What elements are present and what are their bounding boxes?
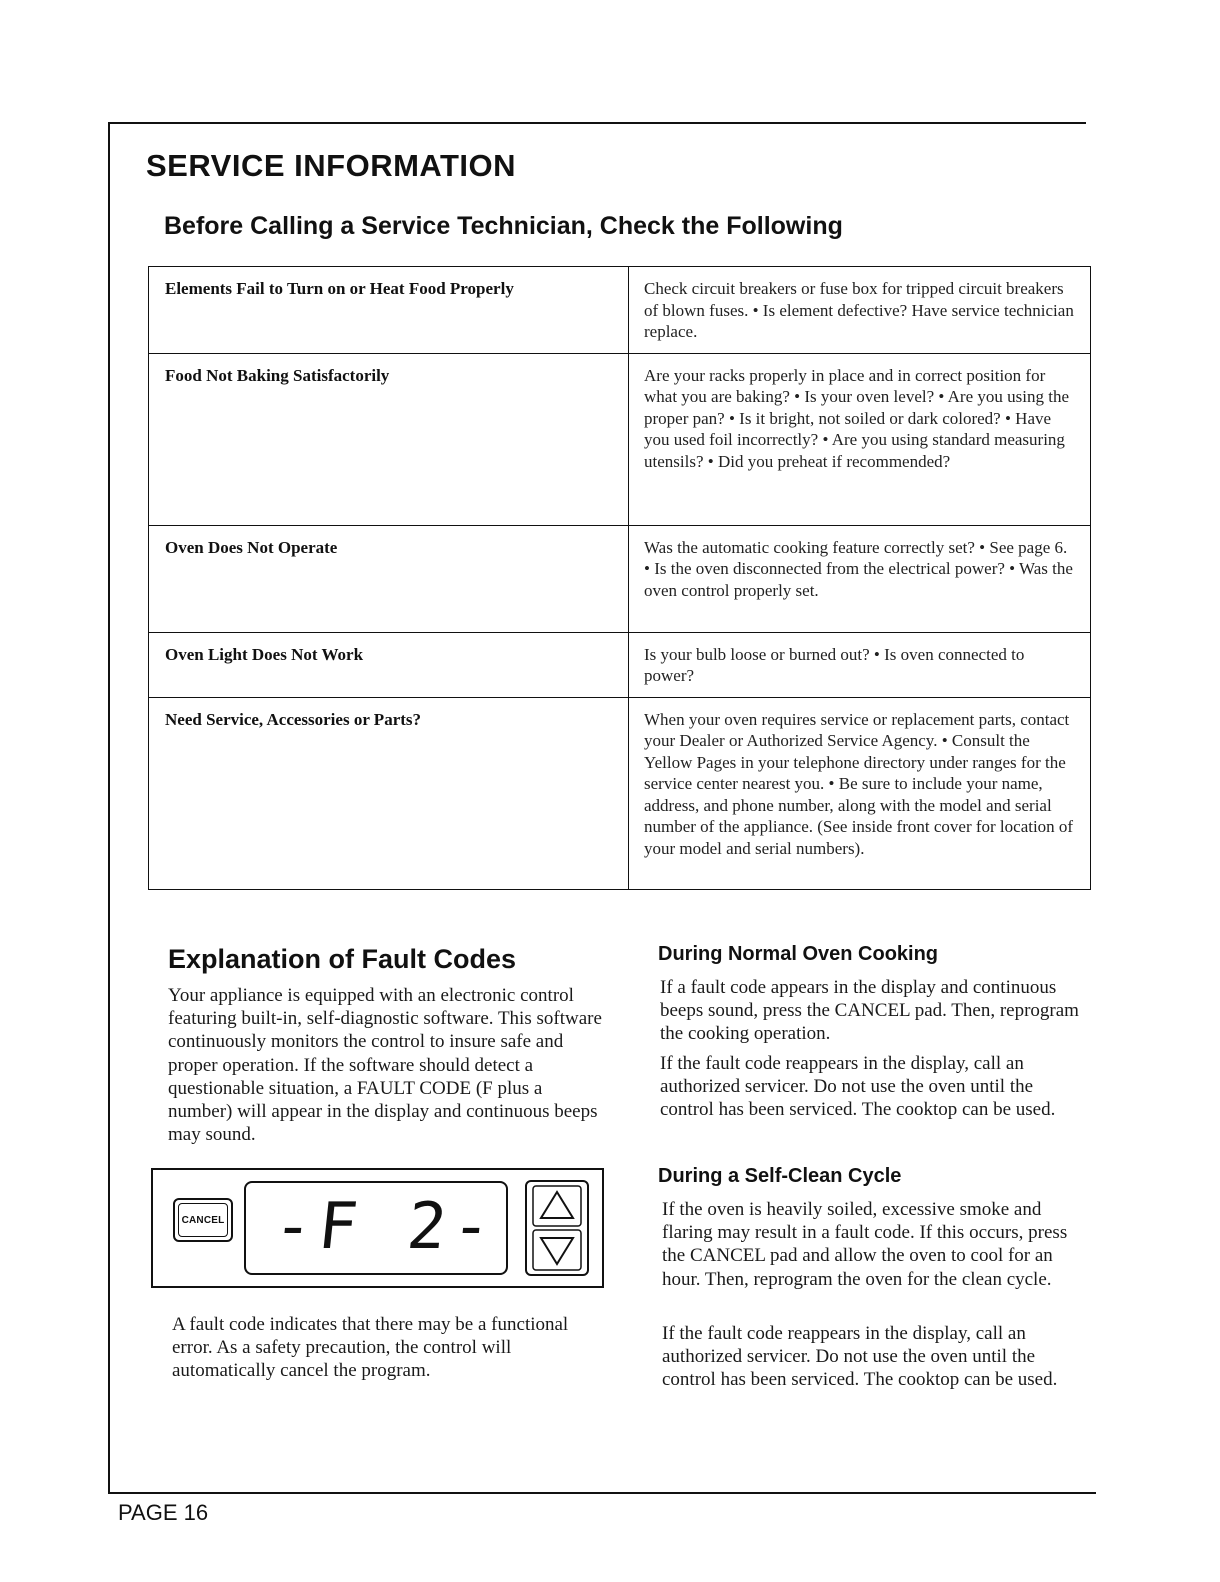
cancel-pad (173, 1198, 233, 1242)
problem-cell: Food Not Baking Satisfactorily (149, 353, 629, 525)
solution-cell: Check circuit breakers or fuse box for tripped circuit breakers of blown fuses. • Is element defective? Have service technician replace. (629, 267, 1091, 354)
arrow-pads-graphic (527, 1182, 587, 1274)
display-window (244, 1181, 508, 1275)
problem-cell: Need Service, Accessories or Parts? (149, 697, 629, 889)
page-frame-bottom (108, 1492, 1096, 1494)
self-clean-para-1: If the oven is heavily soiled, excessive smoke and flaring may result in a fault code. If this occurs, press the CANCEL pad and allow the oven to cool for an hour. Then, reprogram the oven for the clean cycle. (662, 1199, 1068, 1290)
cancel-pad-label: CANCEL (181, 1214, 225, 1226)
normal-cooking-para-1: If a fault code appears in the display and continuous beeps sound, press the CANCEL pad. Then, reprogram the cooking operation. (660, 977, 1079, 1045)
troubleshooting-table (148, 266, 1091, 890)
table-row (149, 267, 1091, 354)
table-row (149, 632, 1091, 697)
solution-cell: Is your bulb loose or burned out? • Is oven connected to power? (629, 632, 1091, 697)
problem-cell: Elements Fail to Turn on or Heat Food Properly (149, 267, 629, 354)
fault-codes-heading: Explanation of Fault Codes (168, 944, 517, 974)
page-frame-left (108, 122, 110, 1494)
up-arrow-icon (533, 1186, 581, 1226)
solution-cell: When your oven requires service or replacement parts, contact your Dealer or Authorized Service Agency. • Consult the Yellow Pages in your telephone directory under ranges for the service center nearest you. • Be sure to include your name, address, and phone number, along with the model and serial number of the appliance. (See inside front cover for location of your model and serial numbers). (629, 697, 1091, 889)
solution-cell: Was the automatic cooking feature correctly set? • See page 6. • Is the oven disconnected from the electrical power? • Was the oven control properly set. (629, 525, 1091, 632)
fault-codes-intro: Your appliance is equipped with an electronic control featuring built-in, self-diagnostic software. This software continuously monitors the control to insure safe and proper operation. If the software should detect a questionable situation, a FAULT CODE (F plus a number) will appear in the display and continuous beeps may sound. (168, 985, 602, 1146)
page-number: PAGE 16 (118, 1500, 209, 1525)
problem-cell: Oven Light Does Not Work (149, 632, 629, 697)
fault-code-readout: -F 2- (270, 1190, 501, 1264)
normal-cooking-para-2: If the fault code reappears in the display, call an authorized servicer. Do not use the oven until the control has been serviced. The cooktop can be used. (660, 1053, 1056, 1121)
table-row (149, 697, 1091, 889)
page-title: SERVICE INFORMATION (146, 148, 517, 183)
fault-code-note: A fault code indicates that there may be a functional error. As a safety precaution, the control will automatically cancel the program. (172, 1314, 569, 1382)
table-row (149, 525, 1091, 632)
self-clean-heading: During a Self-Clean Cycle (658, 1165, 902, 1187)
solution-cell: Are your racks properly in place and in correct position for what you are baking? • Is your oven level? • Are you using the proper pan? • Is it bright, not soiled or dark colored? • Have you used foil incorrectly? • Are you using standard measuring utensils? • Did you preheat if recommended? (629, 353, 1091, 525)
down-arrow-icon (533, 1230, 581, 1270)
section-subtitle: Before Calling a Service Technician, Check the Following (164, 212, 843, 240)
self-clean-para-2: If the fault code reappears in the display, call an authorized servicer. Do not use the oven until the control has been serviced. The cooktop can be used. (662, 1323, 1058, 1391)
arrow-pads (525, 1180, 589, 1276)
page-frame-top (108, 122, 1086, 124)
table-row (149, 353, 1091, 525)
problem-cell: Oven Does Not Operate (149, 525, 629, 632)
normal-cooking-heading: During Normal Oven Cooking (658, 943, 939, 965)
control-panel-illustration (151, 1168, 604, 1288)
